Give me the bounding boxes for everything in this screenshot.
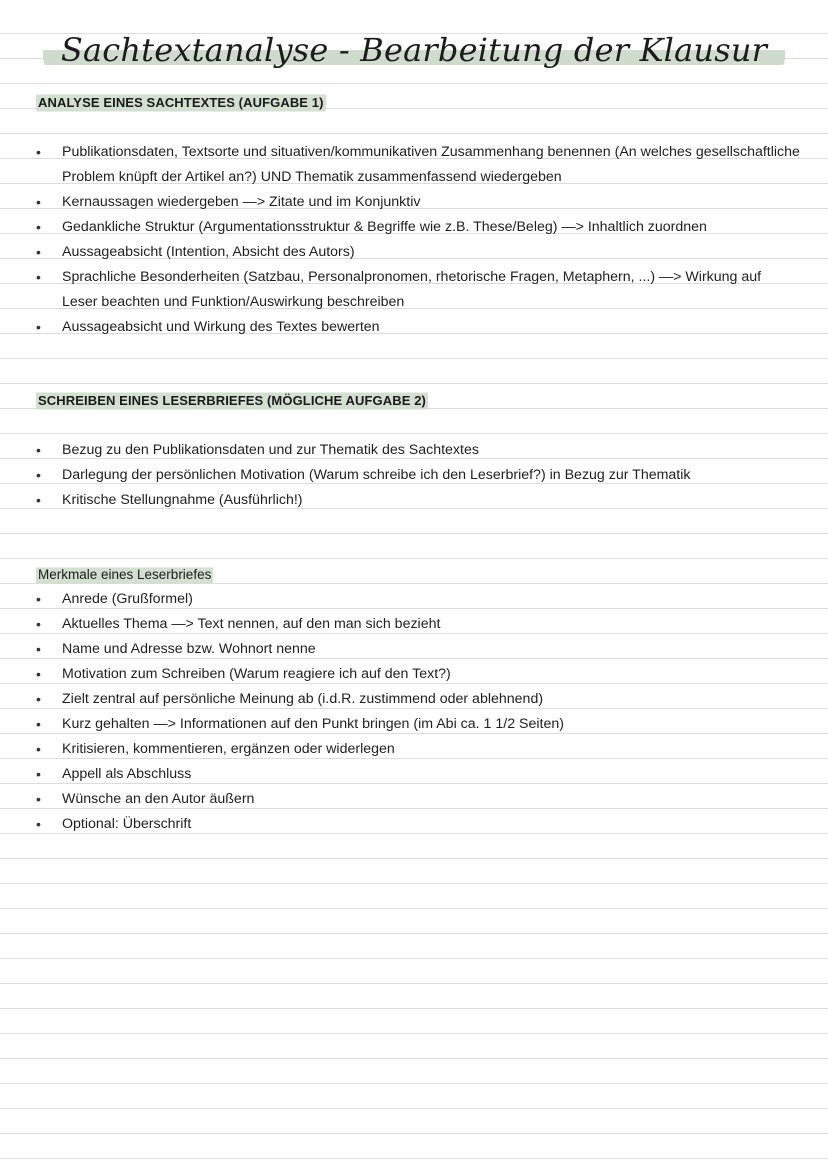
bullet-icon: •	[36, 467, 41, 483]
leserbrief-list	[0, 438, 828, 513]
bullet-icon: •	[36, 766, 41, 782]
bullet-icon: •	[36, 741, 41, 757]
list-item-text: Zielt zentral auf persönliche Meinung ab (i.d.R. zustimmend oder ablehnend)	[62, 691, 544, 707]
list-item-text: Kritische Stellungnahme (Ausführlich!)	[62, 492, 303, 508]
list-item	[0, 637, 828, 662]
list-item-text: Darlegung der persönlichen Motivation (Warum schreibe ich den Leserbrief?) in Bezug zur Thematik	[62, 467, 691, 483]
list-item-text: Kurz gehalten —> Informationen auf den Punkt bringen (im Abi ca. 1 1/2 Seiten)	[62, 716, 564, 732]
bullet-icon: •	[36, 666, 41, 682]
list-item	[0, 787, 828, 812]
list-item-text: Name und Adresse bzw. Wohnort nenne	[62, 641, 316, 657]
bullet-icon: •	[36, 492, 41, 508]
list-item	[0, 737, 828, 762]
bullet-icon: •	[36, 319, 41, 335]
bullet-icon: •	[36, 269, 41, 285]
list-item	[0, 190, 828, 215]
bullet-icon: •	[36, 616, 41, 632]
section-heading-leserbrief: SCHREIBEN EINES LESERBRIEFES (MÖGLICHE AUFGABE 2)	[36, 388, 428, 413]
bullet-icon: •	[36, 144, 41, 160]
bullet-icon: •	[36, 816, 41, 832]
bullet-icon: •	[36, 219, 41, 235]
list-item-text: Aussageabsicht und Wirkung des Textes bewerten	[62, 319, 380, 335]
list-item	[0, 687, 828, 712]
list-item	[0, 240, 828, 265]
page-title: Sachtextanalyse - Bearbeitung der Klausur	[43, 28, 785, 72]
bullet-icon: •	[36, 691, 41, 707]
list-item-text: Aktuelles Thema —> Text nennen, auf den man sich bezieht	[62, 616, 441, 632]
section-heading-merkmale: Merkmale eines Leserbriefes	[36, 562, 213, 587]
list-item	[0, 587, 828, 612]
list-item-text: Bezug zu den Publikationsdaten und zur Thematik des Sachtextes	[62, 442, 479, 458]
list-item	[0, 265, 828, 315]
bullet-icon: •	[36, 591, 41, 607]
list-item	[0, 140, 828, 190]
list-item-text: Wünsche an den Autor äußern	[62, 791, 255, 807]
list-item-text: Kernaussagen wiedergeben —> Zitate und im Konjunktiv	[62, 194, 421, 210]
list-item-text: Aussageabsicht (Intention, Absicht des Autors)	[62, 244, 355, 260]
list-item-text: Kritisieren, kommentieren, ergänzen oder widerlegen	[62, 741, 395, 757]
title-container	[0, 28, 828, 72]
list-item	[0, 662, 828, 687]
list-item	[0, 488, 828, 513]
list-item-text: Publikationsdaten, Textsorte und situativen/kommunikativen Zusammenhang benennen (An welches gesellschaftliche Problem knüpft der Artikel an?) UND Thematik zusammenfassend wiedergeben	[62, 144, 800, 185]
list-item-text: Gedankliche Struktur (Argumentationsstruktur & Begriffe wie z.B. These/Beleg) —> Inhaltlich zuordnen	[62, 219, 707, 235]
list-item-text: Anrede (Grußformel)	[62, 591, 193, 607]
merkmale-list	[0, 587, 828, 837]
list-item-text: Motivation zum Schreiben (Warum reagiere ich auf den Text?)	[62, 666, 451, 682]
bullet-icon: •	[36, 791, 41, 807]
analyse-list	[0, 140, 828, 340]
bullet-icon: •	[36, 244, 41, 260]
bullet-icon: •	[36, 194, 41, 210]
list-item	[0, 438, 828, 463]
section-heading-analyse: ANALYSE EINES SACHTEXTES (AUFGABE 1)	[36, 90, 326, 115]
list-item	[0, 215, 828, 240]
list-item	[0, 712, 828, 737]
list-item-text: Optional: Überschrift	[62, 816, 192, 832]
list-item-text: Appell als Abschluss	[62, 766, 192, 782]
list-item-text: Sprachliche Besonderheiten (Satzbau, Personalpronomen, rhetorische Fragen, Metaphern, ...) —> Wirkung auf Leser beachten und Funktion/Auswirkung beschreiben	[62, 269, 762, 310]
list-item	[0, 463, 828, 488]
list-item	[0, 762, 828, 787]
list-item	[0, 612, 828, 637]
bullet-icon: •	[36, 641, 41, 657]
list-item	[0, 812, 828, 837]
bullet-icon: •	[36, 716, 41, 732]
list-item	[0, 315, 828, 340]
bullet-icon: •	[36, 442, 41, 458]
